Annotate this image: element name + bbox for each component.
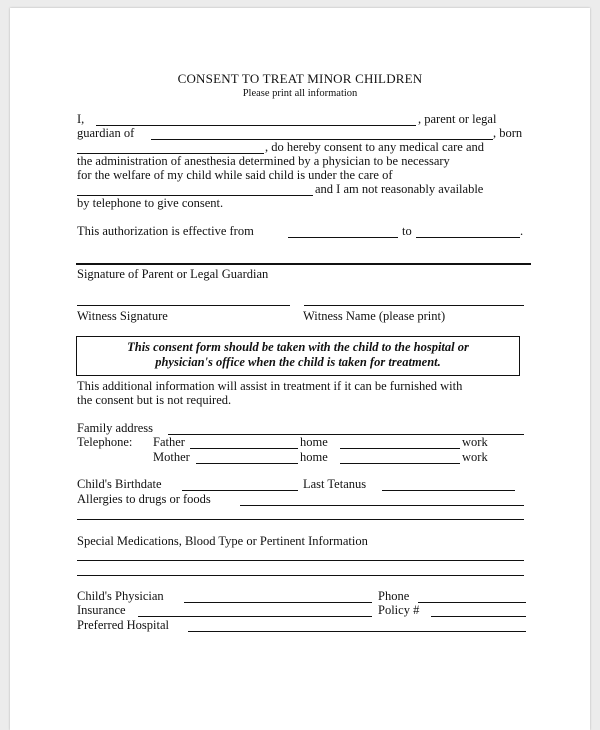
witness-name-label: Witness Name (please print)	[303, 309, 446, 323]
born-text: , born	[493, 126, 523, 140]
parent-or-legal-text: , parent or legal	[418, 112, 497, 126]
father-home-label: home	[300, 435, 328, 449]
effective-to-field[interactable]	[416, 237, 520, 238]
allergies-label: Allergies to drugs or foods	[77, 492, 211, 506]
hospital-label: Preferred Hospital	[77, 618, 169, 632]
mother-home-phone-field[interactable]	[196, 463, 298, 464]
last-tetanus-label: Last Tetanus	[303, 477, 367, 491]
physician-label: Child's Physician	[77, 589, 164, 603]
parent-signature-label: Signature of Parent or Legal Guardian	[77, 267, 269, 281]
allergies-field[interactable]	[240, 505, 524, 506]
father-work-label: work	[462, 435, 488, 449]
witness-signature-label: Witness Signature	[77, 309, 168, 323]
physician-field[interactable]	[184, 602, 372, 603]
witness-name-field[interactable]	[304, 305, 524, 306]
parent-name-field[interactable]	[96, 125, 416, 126]
family-address-label: Family address	[77, 421, 154, 435]
insurance-label: Insurance	[77, 603, 126, 617]
father-home-phone-field[interactable]	[190, 448, 298, 449]
consent-form-page	[10, 8, 590, 730]
consent-line-5-end: and I am not reasonably available	[315, 182, 484, 196]
special-info-field-line-2[interactable]	[77, 575, 524, 576]
notice-line-1: This consent form should be taken with the child to the hospital or	[127, 340, 469, 354]
mother-work-label: work	[462, 450, 488, 464]
birthdate-label: Child's Birthdate	[77, 477, 162, 491]
form-title: CONSENT TO TREAT MINOR CHILDREN	[177, 71, 423, 86]
authorization-period: .	[520, 224, 524, 238]
additional-info-line-2: the consent but is not required.	[77, 393, 232, 407]
notice-line-2: physician's office when the child is taken for treatment.	[155, 355, 441, 369]
authorization-label: This authorization is effective from	[77, 224, 254, 238]
parent-signature-field[interactable]	[76, 263, 531, 265]
allergies-field-line-2[interactable]	[77, 519, 524, 520]
birthdate-field[interactable]	[182, 490, 298, 491]
last-tetanus-field[interactable]	[382, 490, 515, 491]
guardian-of-label: guardian of	[77, 126, 135, 140]
hospital-field[interactable]	[188, 631, 526, 632]
special-info-label: Special Medications, Blood Type or Pertinent Information	[77, 534, 368, 548]
mother-work-phone-field[interactable]	[340, 463, 460, 464]
father-label: Father	[153, 435, 185, 449]
consent-line-3: the administration of anesthesia determined by a physician to be necessary	[77, 154, 450, 168]
phone-label: Phone	[378, 589, 410, 603]
mother-home-label: home	[300, 450, 328, 464]
father-work-phone-field[interactable]	[340, 448, 460, 449]
form-subtitle: Please print all information	[242, 88, 358, 99]
consent-i-label: I,	[77, 112, 85, 126]
authorization-to-label: to	[402, 224, 412, 238]
physician-phone-field[interactable]	[418, 602, 526, 603]
insurance-field[interactable]	[138, 616, 372, 617]
consent-line-6: by telephone to give consent.	[77, 196, 224, 210]
policy-field[interactable]	[431, 616, 526, 617]
special-info-field-line-1[interactable]	[77, 560, 524, 561]
effective-from-field[interactable]	[288, 237, 398, 238]
mother-label: Mother	[153, 450, 190, 464]
hereby-consent-text: , do hereby consent to any medical care and	[265, 140, 485, 154]
additional-info-line-1: This additional information will assist in treatment if it can be furnished with	[77, 379, 463, 393]
witness-signature-field[interactable]	[77, 305, 290, 306]
policy-label: Policy #	[378, 603, 420, 617]
notice-box	[76, 336, 520, 376]
telephone-label: Telephone:	[77, 435, 133, 449]
consent-line-4: for the welfare of my child while said child is under the care of	[77, 168, 393, 182]
